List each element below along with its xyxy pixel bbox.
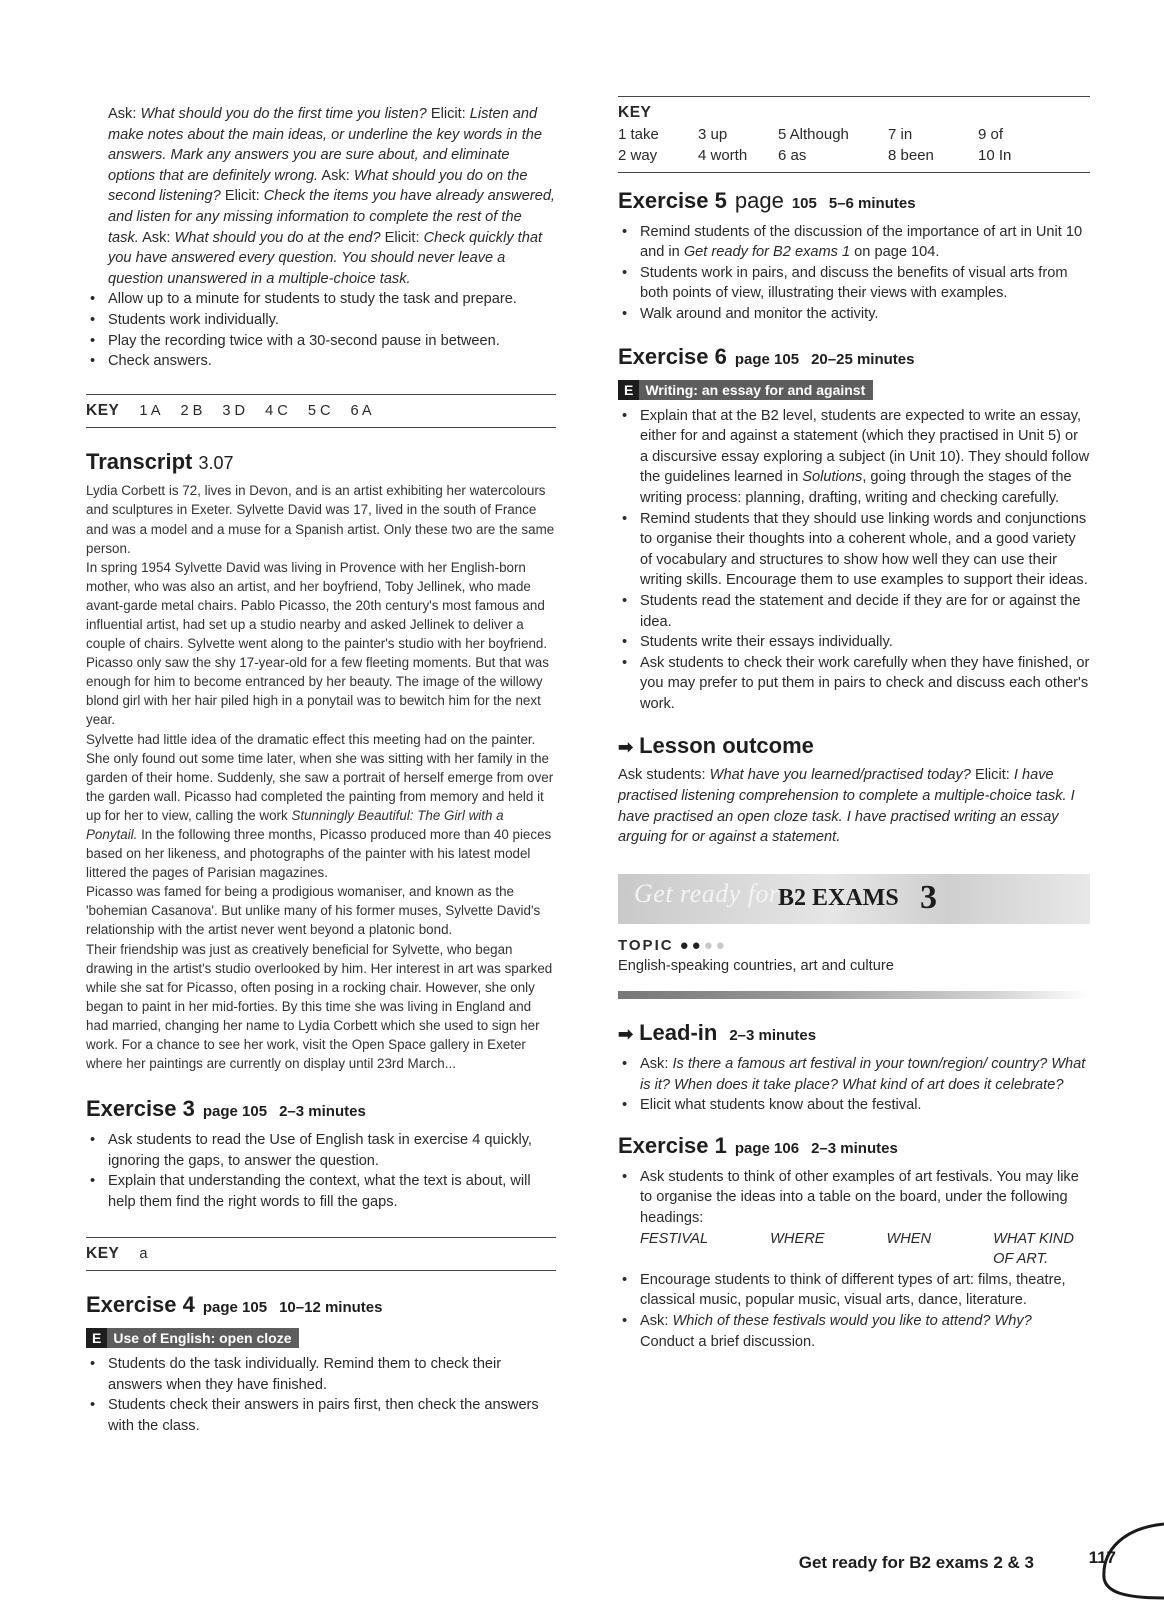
list-item: • Allow up to a minute for students to study the task and prepare. bbox=[86, 289, 556, 310]
topic-row bbox=[618, 936, 1090, 957]
exercise-1-bullets bbox=[618, 1167, 1090, 1229]
divider-strip bbox=[618, 991, 1090, 999]
list-item: • Remind students that they should use linking words and conjunctions to organise their thoughts into a coherent whole, and a good variety of vocabulary and structures to show how well they can use their writing skills. Encourage them to use examples to support their ideas. bbox=[618, 509, 1090, 591]
list-item: • Students check their answers in pairs first, then check the answers with the class. bbox=[86, 1395, 556, 1436]
list-item: • Ask students to check their work carefully when they have finished, or you may prefer to put them in pairs to check and discuss each other's work. bbox=[618, 653, 1090, 715]
intro-paragraph: Ask: What should you do the first time you listen? Elicit: Listen and make notes about the main ideas, or underline the key words in the answers. Mark any answers you are sure about, and eliminate options that are definitely wrong. Ask: What should you do on the second listening? Elicit: Check the items you have already answered, and listen for any missing information to complete the rest of the task. Ask: What should you do at the end? Elicit: Check quickly that you have answered every question. You should never leave a question unanswered in a multiple-choice task. bbox=[108, 106, 555, 287]
lead-in-heading bbox=[618, 1019, 1090, 1050]
transcript-paragraph: Sylvette had little idea of the dramatic effect this meeting had on the painter. She only found out some time later, when she was sitting with her family in the garden of their home. Suddenly, she saw a portrait of herself emerge from over the garden wall. Picasso had completed the painting from memory and held it up for her to view, calling the work Stunningly Beautiful: The Girl with a Ponytail. In the following three months, Picasso produced more than 40 pieces based on her likeness, and photographs of the painter with his latest model littered the pages of Parisian magazines. bbox=[86, 731, 554, 881]
heading-when: WHEN bbox=[886, 1230, 932, 1247]
topic-dots-icon: ●●●● bbox=[679, 936, 728, 954]
exercise-1-heading bbox=[618, 1132, 1090, 1163]
writing-tag bbox=[618, 380, 873, 400]
exercise-page-number: 105 bbox=[791, 194, 817, 212]
exercise-title: Exercise 5 bbox=[618, 187, 727, 213]
left-column bbox=[86, 104, 556, 1437]
exercise-time: 5–6 minutes bbox=[828, 194, 916, 212]
list-item: • Students write their essays individually. bbox=[618, 632, 1090, 653]
list-item: • Students work individually. bbox=[86, 310, 556, 331]
lesson-outcome-text: Ask students: What have you learned/practised today? Elicit: I have practised listening comprehension to complete a multiple-choice task. I have practised an open cloze task. I have practised writing an essay arguing for or against a statement. bbox=[618, 767, 1075, 846]
list-item: • Students read the statement and decide if they are for or against the idea. bbox=[618, 591, 1090, 632]
key-item: 1 A bbox=[139, 402, 161, 419]
key-item: 10 In bbox=[978, 146, 1012, 164]
key-item: a bbox=[139, 1245, 148, 1262]
key-item: 2 way bbox=[618, 146, 658, 164]
exercise-title: Exercise 6 bbox=[618, 343, 727, 369]
exercise-5-bullets bbox=[618, 222, 1090, 325]
key-item: 9 of bbox=[978, 125, 1004, 143]
key-item: 6 A bbox=[350, 402, 372, 419]
key-label: KEY bbox=[618, 104, 652, 121]
list-item: • Check answers. bbox=[86, 351, 556, 372]
list-item: • Explain that at the B2 level, students are expected to write an essay, either for and against a statement (which they practised in Unit 5) or a discursive essay exploring a subject (in Unit 10). They should follow the guidelines learned in Solutions, going through the stages of the writing process: planning, drafting, writing and checking carefully. bbox=[618, 406, 1090, 509]
transcript-paragraph: Lydia Corbett is 72, lives in Devon, and is an artist exhibiting her watercolours and sculptures in Exeter. Sylvette David was 17, lived in the south of France and was a model and a muse for a Spanish artist. Only these two are the same person. bbox=[86, 483, 555, 556]
exercise-1-more-bullets bbox=[618, 1270, 1090, 1352]
list-item: • Ask students to think of other examples of art festivals. You may like to organise the ideas into a table on the board, under the following headings: bbox=[618, 1167, 1090, 1229]
right-column bbox=[618, 96, 1090, 1352]
exercise-title: Exercise 4 bbox=[86, 1292, 195, 1318]
list-item: • Ask: Which of these festivals would you like to attend? Why? Conduct a brief discussion. bbox=[618, 1311, 1090, 1352]
tag-label: Use of English: open cloze bbox=[113, 1330, 292, 1347]
transcript-number: 3.07 bbox=[198, 453, 234, 474]
exercise-page: page 105 bbox=[734, 350, 800, 368]
transcript-paragraph: Picasso was famed for being a prodigious womaniser, and known as the 'bohemian Casanova'. But unlike many of his former muses, Sylvette David's relationship with the artist never went beyond a platonic bond. bbox=[86, 884, 541, 938]
lead-in-bullets bbox=[618, 1054, 1090, 1116]
list-item: • Walk around and monitor the activity. bbox=[618, 304, 1090, 325]
exercise-3-bullets bbox=[86, 1130, 556, 1212]
key-item: 5 Although bbox=[778, 125, 849, 143]
exercise-3-heading bbox=[86, 1095, 556, 1126]
key-label: KEY bbox=[86, 1244, 120, 1262]
key-item: 1 take bbox=[618, 125, 659, 143]
list-item: • Ask students to read the Use of English task in exercise 4 quickly, ignoring the gaps, to answer the question. bbox=[86, 1130, 556, 1171]
arrow-right-icon: ➡ bbox=[618, 1024, 634, 1045]
topic-label: TOPIC bbox=[618, 936, 674, 954]
exercise-4-heading bbox=[86, 1291, 556, 1322]
exercise-time: 20–25 minutes bbox=[811, 350, 915, 368]
list-item: • Play the recording twice with a 30-second pause in between. bbox=[86, 331, 556, 352]
list-item: • Explain that understanding the context, what the text is about, will help them find the right words to fill the gaps. bbox=[86, 1171, 556, 1212]
banner-get-ready: Get ready for bbox=[634, 878, 780, 908]
page-corner-curl-icon bbox=[1084, 1520, 1164, 1600]
lead-in-time: 2–3 minutes bbox=[729, 1027, 817, 1045]
tag-label: Writing: an essay for and against bbox=[645, 381, 866, 398]
exercise-6-heading bbox=[618, 343, 1090, 374]
arrow-right-icon: ➡ bbox=[618, 737, 634, 758]
banner-number: 3 bbox=[920, 878, 937, 916]
exercise-time: 2–3 minutes bbox=[279, 1103, 366, 1121]
heading-what-kind: WHAT KIND OF ART. bbox=[993, 1230, 1074, 1268]
exercise-6-bullets bbox=[618, 406, 1090, 715]
exercise-page: page 105 bbox=[202, 1299, 268, 1317]
key-label: KEY bbox=[86, 401, 120, 419]
exercise-page: page 106 bbox=[734, 1139, 800, 1157]
get-ready-banner bbox=[618, 874, 1090, 924]
exercise-4-bullets bbox=[86, 1354, 556, 1436]
listening-bullets bbox=[86, 289, 556, 371]
transcript-heading bbox=[86, 448, 556, 477]
exam-e-badge: E bbox=[618, 380, 639, 400]
exercise-time: 10–12 minutes bbox=[279, 1299, 383, 1317]
key-item: 8 been bbox=[888, 146, 934, 164]
list-item: • Students do the task individually. Remind them to check their answers when they have finished. bbox=[86, 1354, 556, 1395]
key-item: 5 C bbox=[307, 402, 331, 419]
exercise-time: 2–3 minutes bbox=[811, 1139, 898, 1157]
list-item: • Students work in pairs, and discuss the benefits of visual arts from both points of view, illustrating their views with examples. bbox=[618, 263, 1090, 304]
key-item: 6 as bbox=[778, 146, 807, 164]
key-answers-2 bbox=[86, 1244, 556, 1265]
key-item: 4 worth bbox=[698, 146, 748, 164]
use-of-english-tag bbox=[86, 1328, 299, 1348]
key-box-2 bbox=[86, 1237, 556, 1272]
lesson-outcome-heading bbox=[618, 732, 1090, 761]
list-item: • Elicit what students know about the festival. bbox=[618, 1095, 1090, 1116]
key-item: 2 B bbox=[180, 402, 203, 419]
heading-festival: FESTIVAL bbox=[640, 1230, 709, 1247]
key-item: 3 up bbox=[698, 125, 728, 143]
key-item: 3 D bbox=[222, 402, 246, 419]
table-headings bbox=[618, 1229, 1090, 1270]
list-item: • Ask: Is there a famous art festival in your town/region/ country? What is it? When does it take place? What kind of art does it celebrate? bbox=[618, 1054, 1090, 1095]
transcript-title: Transcript bbox=[86, 449, 193, 475]
banner-b2-exams: B2 EXAMS bbox=[778, 884, 899, 911]
key-box-3 bbox=[618, 96, 1090, 173]
key-box-1 bbox=[86, 394, 556, 429]
key-item: 7 in bbox=[888, 125, 913, 143]
exercise-title: Exercise 3 bbox=[86, 1096, 195, 1122]
list-item: • Remind students of the discussion of the importance of art in Unit 10 and in Get ready for B2 exams 1 on page 104. bbox=[618, 222, 1090, 263]
exam-e-badge: E bbox=[86, 1328, 107, 1348]
exercise-page: page 105 bbox=[202, 1103, 268, 1121]
footer-title: Get ready for B2 exams 2 & 3 bbox=[798, 1553, 1034, 1572]
exercise-5-heading bbox=[618, 187, 1090, 218]
transcript-paragraph: Their friendship was just as creatively beneficial for Sylvette, who began drawing in the artist's studio overlooked by him. Her interest in art was sparked while she sat for Picasso, often posing in a rocking chair. However, she only began to paint in her mid-forties. By this time she was living in England and had married, changing her name to Lydia Corbett which she used to sign her work. For a chance to see her work, visit the Open Space gallery in Exeter where her paintings are currently on display until 23rd March... bbox=[86, 941, 553, 1072]
page-number: 117 bbox=[1088, 1548, 1116, 1567]
lesson-outcome-title: Lesson outcome bbox=[639, 733, 814, 759]
key-grid bbox=[618, 124, 1090, 166]
list-item: • Encourage students to think of different types of art: films, theatre, classical music, popular music, visual arts, dance, literature. bbox=[618, 1270, 1090, 1311]
transcript-paragraph: In spring 1954 Sylvette David was living in Provence with her English-born mother, who was also an artist, and her boyfriend, Toby Jellinek, who made avant-garde metal chairs. Pablo Picasso, the 20th century's most famous and influential artist, had set up a studio nearby and asked Jellinek to deliver a couple of chairs. Sylvette went along to the painter's studio with her boyfriend. Picasso only saw the shy 17-year-old for a few fleeting moments. But that was enough for him to become entranced by her beauty. The image of the willowy blond girl with her hair piled high in a ponytail was to bewitch him for the next year. bbox=[86, 559, 549, 728]
exercise-title: Exercise 1 bbox=[618, 1132, 727, 1158]
lead-in-title: Lead-in bbox=[639, 1020, 718, 1046]
heading-where: WHERE bbox=[770, 1230, 825, 1247]
transcript-text bbox=[86, 481, 556, 1073]
exercise-page: page bbox=[734, 187, 784, 213]
key-answers-1 bbox=[86, 401, 556, 422]
topic-text: English-speaking countries, art and culture bbox=[618, 958, 894, 975]
key-item: 4 C bbox=[265, 402, 288, 419]
